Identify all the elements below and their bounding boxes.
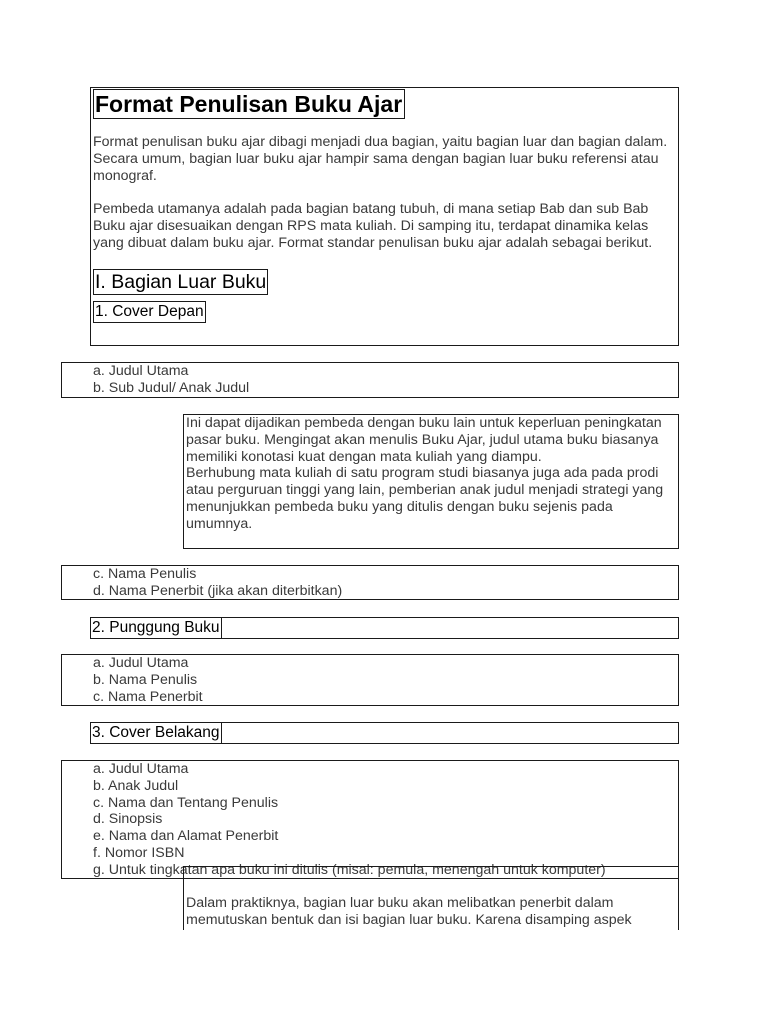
note-text: Dalam praktiknya, bagian luar buku akan melibatkan penerbit dalam memutuskan bentuk dan isi bagian luar buku. Karena disamping aspek (186, 895, 632, 928)
cover-depan-list-1 (61, 362, 679, 398)
subheading-cover-belakang: 3. Cover Belakang (90, 722, 222, 744)
list-item: b. Sub Judul/ Anak Judul (93, 379, 250, 396)
note-text: Ini dapat dijadikan pembeda dengan buku lain untuk keperluan peningkatan pasar buku. Mengingat akan menulis Buku Ajar, judul utama buku biasanya memiliki konotasi kuat dengan mata kuliah yang diampu. Berhubung mata kuliah di satu program studi biasanya juga ada pada prodi atau perguruan tinggi yang lain, pemberian anak judul menjadi strategi yang menunjukkan pembeda buku yang ditulis dengan buku sejenis pada umumnya. (186, 415, 664, 532)
punggung-buku-heading-box (90, 617, 679, 639)
punggung-buku-list (61, 654, 679, 706)
list-item: b. Anak Judul (93, 777, 179, 794)
list-item: f. Nomor ISBN (93, 844, 185, 861)
list-item: c. Nama Penulis (93, 566, 197, 582)
page-title: Format Penulisan Buku Ajar (93, 89, 405, 119)
cover-belakang-list (61, 760, 679, 879)
list-item: d. Sinopsis (93, 811, 163, 828)
cover-depan-note (183, 414, 679, 549)
list-item: g. Untuk tingkatan apa buku ini ditulis (misal: pemula, menengah untuk komputer) (93, 861, 606, 878)
list-item: a. Judul Utama (93, 363, 189, 379)
list-item: a. Judul Utama (93, 761, 189, 777)
list-item: d. Nama Penerbit (jika akan diterbitkan) (93, 582, 343, 599)
list-item: c. Nama Penerbit (93, 688, 203, 705)
intro-paragraph-1: Format penulisan buku ajar dibagi menjadi dua bagian, yaitu bagian luar dan bagian dalam. Secara umum, bagian luar buku ajar hampir sama dengan bagian luar buku referensi atau monograf. (93, 134, 668, 184)
cover-depan-list-2 (61, 565, 679, 600)
list-item: e. Nama dan Alamat Penerbit (93, 828, 279, 845)
cover-belakang-heading-box (90, 722, 679, 744)
section-heading-bagian-luar: I. Bagian Luar Buku (95, 270, 267, 293)
subheading-cover-depan: 1. Cover Depan (93, 301, 206, 323)
subheading-punggung-buku: 2. Punggung Buku (90, 617, 222, 639)
cover-belakang-note (183, 866, 679, 930)
intro-section (90, 87, 679, 346)
intro-paragraph-2: Pembeda utamanya adalah pada bagian batang tubuh, di mana setiap Bab dan sub Bab Buku ajar disesuaikan dengan RPS mata kuliah. Di samping itu, terdapat dinamika kelas yang dibuat dalam buku ajar. Format standar penulisan buku ajar adalah sebagai berikut. (93, 201, 653, 251)
list-item: a. Judul Utama (93, 655, 189, 671)
list-item: b. Nama Penulis (93, 671, 198, 688)
list-item: c. Nama dan Tentang Penulis (93, 794, 279, 811)
